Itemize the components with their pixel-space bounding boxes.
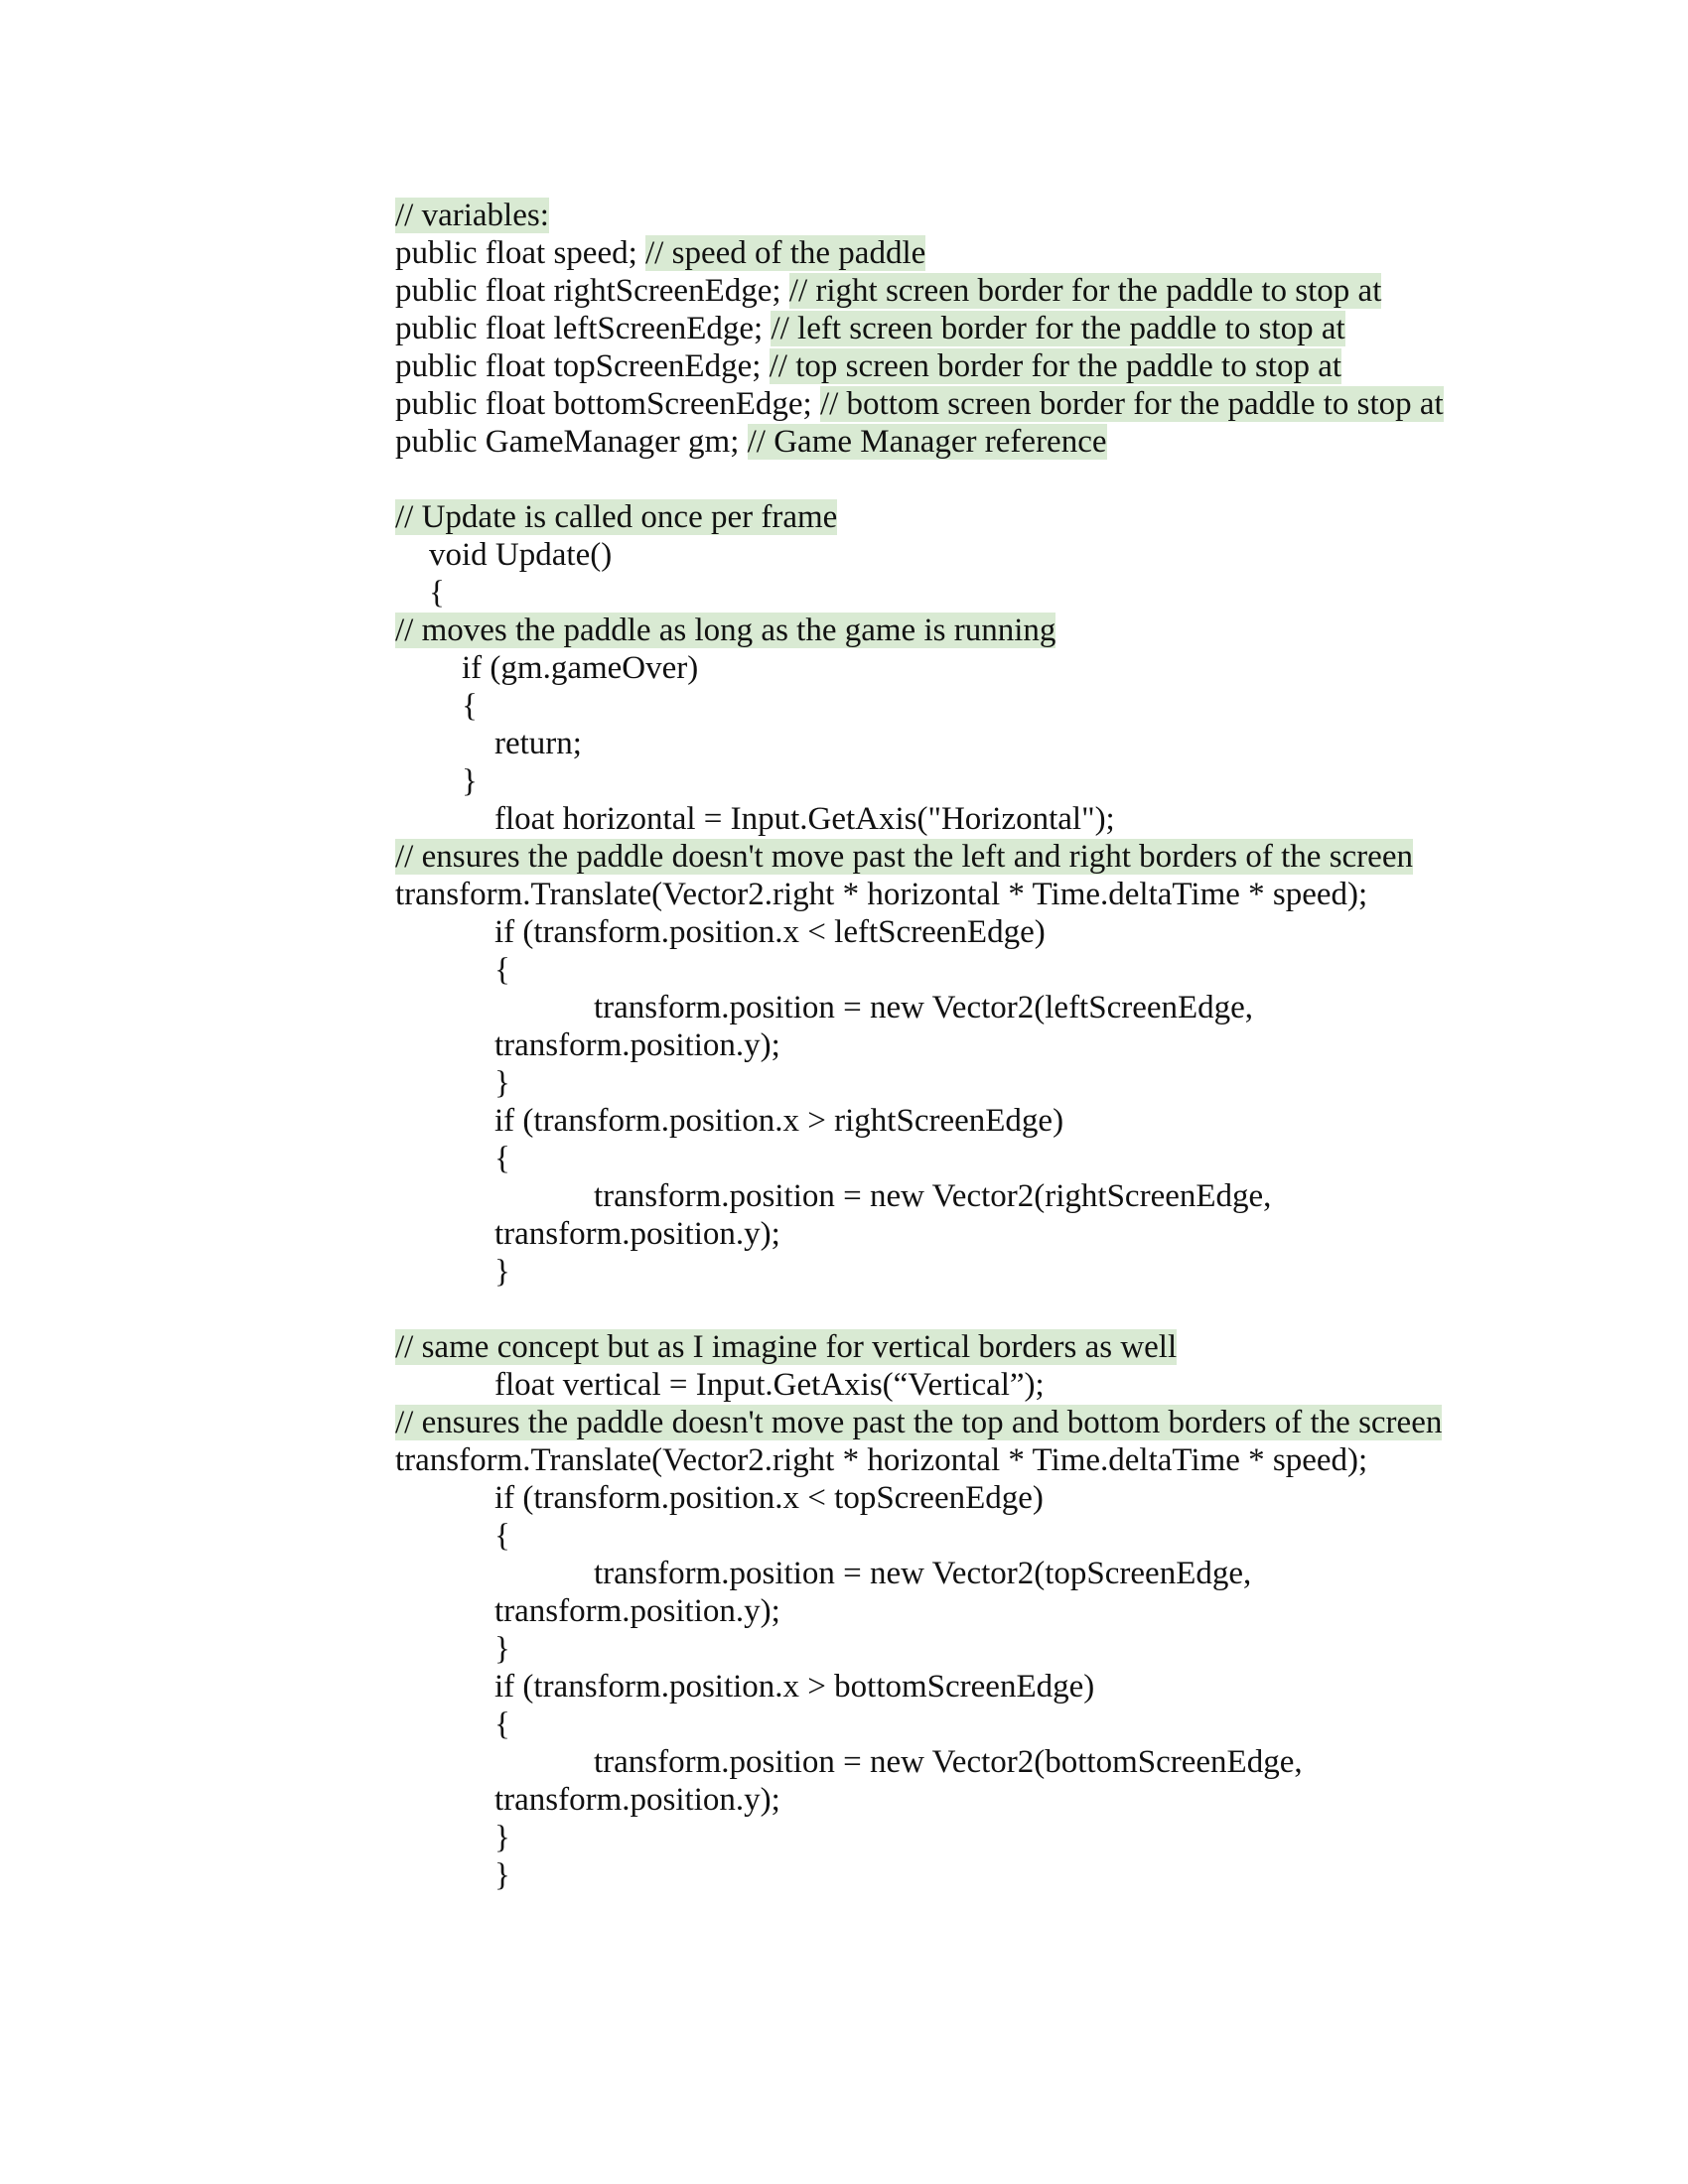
highlighted-comment: // ensures the paddle doesn't move past the top and bottom borders of the screen xyxy=(395,1405,1443,1440)
code-text: transform.position.y); xyxy=(494,1782,780,1818)
code-line xyxy=(395,272,1487,310)
highlighted-comment: // speed of the paddle xyxy=(645,235,926,271)
code-text: void Update() xyxy=(429,537,613,573)
code-line xyxy=(395,347,1487,385)
code-line xyxy=(395,1253,1487,1291)
highlighted-comment: // left screen border for the paddle to stop at xyxy=(771,311,1345,346)
code-line xyxy=(395,498,1487,536)
code-line xyxy=(395,762,1487,800)
code-line xyxy=(395,838,1487,876)
code-document xyxy=(395,197,1487,1894)
code-text: public GameManager gm; xyxy=(395,424,748,460)
code-text: public float topScreenEdge; xyxy=(395,348,770,384)
code-text: } xyxy=(494,1820,510,1855)
code-text: if (transform.position.x > bottomScreenEdge) xyxy=(494,1669,1095,1705)
code-line xyxy=(395,1140,1487,1177)
code-text: public float leftScreenEdge; xyxy=(395,311,772,346)
code-text: transform.Translate(Vector2.right * horizontal * Time.deltaTime * speed); xyxy=(395,877,1368,912)
code-line xyxy=(395,310,1487,347)
code-text: } xyxy=(494,1254,510,1290)
code-text: } xyxy=(462,763,478,799)
code-text: } xyxy=(494,1631,510,1667)
code-line xyxy=(395,1328,1487,1366)
highlighted-comment: // moves the paddle as long as the game is running xyxy=(395,613,1056,648)
highlighted-comment: // right screen border for the paddle to stop at xyxy=(788,273,1382,309)
code-line xyxy=(395,725,1487,762)
code-line xyxy=(395,951,1487,989)
code-line xyxy=(395,1668,1487,1706)
code-text: public float speed; xyxy=(395,235,646,271)
code-text: transform.position = new Vector2(leftScreenEdge, xyxy=(594,990,1254,1025)
code-line xyxy=(395,1215,1487,1253)
code-line xyxy=(395,234,1487,272)
code-line xyxy=(395,989,1487,1026)
code-line xyxy=(395,612,1487,649)
code-line xyxy=(395,1177,1487,1215)
highlighted-comment: // Game Manager reference xyxy=(747,424,1107,460)
code-line xyxy=(395,1819,1487,1856)
code-text: { xyxy=(462,688,478,724)
highlighted-comment: // ensures the paddle doesn't move past the left and right borders of the screen xyxy=(395,839,1413,875)
code-line xyxy=(395,574,1487,612)
code-line xyxy=(395,1781,1487,1819)
code-line xyxy=(395,1064,1487,1102)
code-text: if (transform.position.x < topScreenEdge) xyxy=(494,1480,1044,1516)
code-text: float horizontal = Input.GetAxis("Horizontal"); xyxy=(494,801,1115,837)
code-text: return; xyxy=(494,726,582,761)
code-text: { xyxy=(429,575,445,611)
code-line xyxy=(395,1479,1487,1517)
highlighted-comment: // Update is called once per frame xyxy=(395,499,838,535)
highlighted-comment: // variables: xyxy=(395,198,549,233)
code-line xyxy=(395,1630,1487,1668)
code-line xyxy=(395,1366,1487,1404)
code-text: { xyxy=(494,1706,510,1742)
code-line xyxy=(395,197,1487,234)
code-text: public float rightScreenEdge; xyxy=(395,273,789,309)
code-line xyxy=(395,536,1487,574)
code-line xyxy=(395,1743,1487,1781)
highlighted-comment: // top screen border for the paddle to stop at xyxy=(769,348,1342,384)
code-line xyxy=(395,1555,1487,1592)
blank-line xyxy=(395,461,1487,498)
code-text: transform.position.y); xyxy=(494,1027,780,1063)
code-text: } xyxy=(494,1065,510,1101)
code-line xyxy=(395,1102,1487,1140)
code-line xyxy=(395,913,1487,951)
code-line xyxy=(395,1592,1487,1630)
blank-line xyxy=(395,1291,1487,1328)
code-line xyxy=(395,1706,1487,1743)
code-text: public float bottomScreenEdge; xyxy=(395,386,820,422)
code-text: { xyxy=(494,1141,510,1176)
code-line xyxy=(395,1856,1487,1894)
code-text: if (transform.position.x > rightScreenEdge) xyxy=(494,1103,1064,1139)
code-text: { xyxy=(494,952,510,988)
code-text: float vertical = Input.GetAxis(“Vertical”); xyxy=(494,1367,1045,1403)
code-line xyxy=(395,687,1487,725)
code-line xyxy=(395,1026,1487,1064)
code-text: if (transform.position.x < leftScreenEdge) xyxy=(494,914,1046,950)
code-text: transform.position.y); xyxy=(494,1216,780,1252)
code-line xyxy=(395,1441,1487,1479)
code-text: { xyxy=(494,1518,510,1554)
code-text: } xyxy=(494,1857,510,1893)
highlighted-comment: // bottom screen border for the paddle to stop at xyxy=(819,386,1444,422)
code-text: transform.position = new Vector2(bottomScreenEdge, xyxy=(594,1744,1303,1780)
code-text: transform.position = new Vector2(topScreenEdge, xyxy=(594,1556,1252,1591)
code-line xyxy=(395,1517,1487,1555)
code-line xyxy=(395,876,1487,913)
code-line xyxy=(395,1404,1487,1441)
highlighted-comment: // same concept but as I imagine for vertical borders as well xyxy=(395,1329,1178,1365)
code-line xyxy=(395,423,1487,461)
code-text: transform.position = new Vector2(rightScreenEdge, xyxy=(594,1178,1272,1214)
code-text: transform.Translate(Vector2.right * horizontal * Time.deltaTime * speed); xyxy=(395,1442,1368,1478)
code-text: transform.position.y); xyxy=(494,1593,780,1629)
code-line xyxy=(395,800,1487,838)
code-line xyxy=(395,385,1487,423)
code-line xyxy=(395,649,1487,687)
code-text: if (gm.gameOver) xyxy=(462,650,699,686)
